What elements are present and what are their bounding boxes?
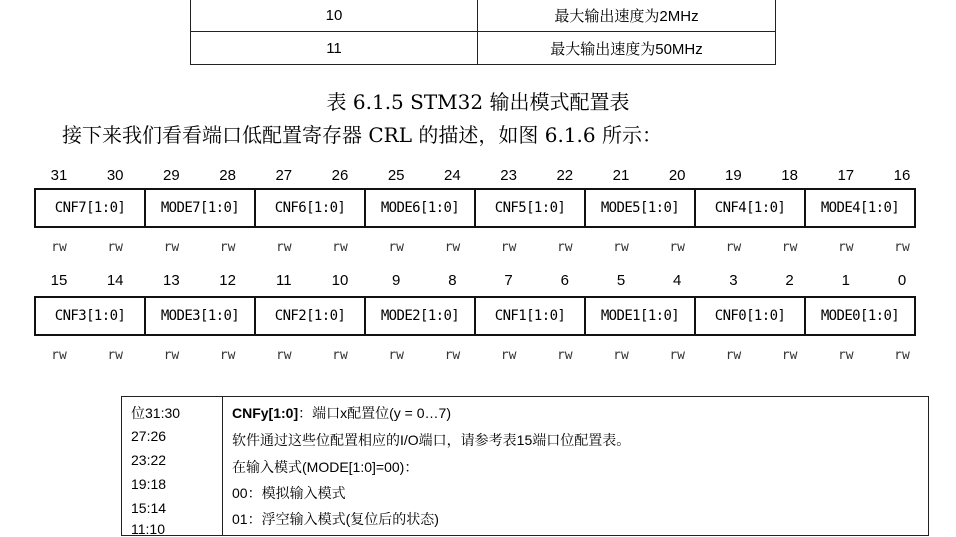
bit-number: 25: [387, 167, 405, 184]
access-type: rw: [894, 240, 910, 255]
field-name: CNFy[1:0]: [232, 405, 299, 421]
bit-number: 0: [897, 272, 907, 289]
bit-range: 27:26: [131, 428, 167, 444]
bit-number: 29: [163, 167, 180, 184]
bit-number: 5: [616, 272, 626, 289]
bit-number: 8: [448, 272, 457, 289]
access-type: rw: [275, 240, 292, 255]
access-type: rw: [332, 348, 348, 363]
access-type: rw: [444, 240, 461, 255]
bit-number: 9: [392, 272, 401, 289]
mode-desc-cell: 最大输出速度为2MHz: [478, 0, 776, 32]
access-type: rw: [107, 348, 124, 363]
bit-number: 30: [106, 167, 124, 184]
description-title: [232, 403, 451, 423]
register-field: MODE1[1:0]: [584, 296, 696, 336]
bit-range-column: [122, 397, 223, 535]
mode-code-cell: 10: [191, 0, 478, 32]
register-field: MODE0[1:0]: [804, 296, 916, 336]
access-type: rw: [51, 348, 67, 363]
bit-number: 24: [444, 167, 461, 184]
access-type: rw: [444, 348, 461, 363]
bit-number: 3: [729, 272, 738, 289]
register-field: CNF0[1:0]: [694, 296, 806, 336]
bit-number: 15: [50, 272, 68, 289]
description-line: 在输入模式(MODE[1:0]=00)：: [232, 459, 419, 475]
access-type: rw: [107, 240, 124, 255]
bit-number: 28: [219, 167, 236, 184]
access-type: rw: [163, 240, 180, 255]
bit-number: 31: [50, 167, 68, 184]
bit-range: 19:18: [131, 476, 167, 492]
register-field: CNF1[1:0]: [474, 296, 586, 336]
access-type: rw: [388, 240, 405, 255]
access-type: rw: [669, 348, 686, 363]
access-type: rw: [556, 240, 573, 255]
access-type: rw: [613, 240, 629, 255]
bit-number: 1: [841, 272, 850, 289]
access-type: rw: [613, 348, 629, 363]
access-type: rw: [163, 348, 180, 363]
access-type: rw: [51, 240, 67, 255]
bit-description-box: [121, 396, 929, 536]
access-type: rw: [669, 240, 686, 255]
bit-number: 18: [781, 167, 798, 184]
register-field: CNF7[1:0]: [34, 188, 146, 228]
bit-number: 20: [668, 167, 686, 184]
intro-paragraph: 接下来我们看看端口低配置寄存器 CRL 的描述，如图 6.1.6 所示：: [62, 123, 662, 147]
register-field: CNF3[1:0]: [34, 296, 146, 336]
access-type: rw: [725, 240, 742, 255]
description-line: 00：模拟输入模式: [232, 485, 346, 501]
bit-number: 13: [163, 272, 180, 289]
bit-number: 19: [725, 167, 742, 184]
register-upper-fields: [34, 188, 933, 228]
register-field: MODE5[1:0]: [584, 188, 696, 228]
register-field: MODE2[1:0]: [364, 296, 476, 336]
access-type: rw: [275, 348, 292, 363]
bit-range: 15:14: [131, 500, 167, 516]
bit-number: 7: [504, 272, 513, 289]
bit-number: 6: [560, 272, 569, 289]
access-type: rw: [500, 348, 517, 363]
bit-number: 21: [612, 167, 630, 184]
register-field: MODE4[1:0]: [804, 188, 916, 228]
access-type: rw: [332, 240, 348, 255]
access-type: rw: [219, 348, 236, 363]
mode-desc-cell: 最大输出速度为50MHz: [478, 32, 776, 65]
description-line: 01：浮空输入模式(复位后的状态): [232, 511, 439, 527]
register-field: CNF5[1:0]: [474, 188, 586, 228]
access-type: rw: [500, 240, 517, 255]
bit-number: 26: [331, 167, 349, 184]
output-mode-table: [190, 0, 776, 65]
description-line: 软件通过这些位配置相应的I/O端口，请参考表15端口位配置表。: [232, 432, 631, 448]
access-type: rw: [781, 348, 798, 363]
access-type: rw: [781, 240, 798, 255]
access-type: rw: [388, 348, 405, 363]
bit-number: 2: [785, 272, 794, 289]
bit-range: 位31:30: [131, 405, 181, 421]
bit-number: 17: [837, 167, 855, 184]
access-type: rw: [219, 240, 236, 255]
access-type: rw: [725, 348, 742, 363]
table-caption: 表 6.1.5 STM32 输出模式配置表: [326, 90, 630, 114]
access-type: rw: [556, 348, 573, 363]
bit-number: 4: [673, 272, 682, 289]
register-field: MODE6[1:0]: [364, 188, 476, 228]
bit-range: 23:22: [131, 452, 167, 468]
register-field: CNF6[1:0]: [254, 188, 366, 228]
table-row: [191, 0, 776, 32]
bit-number: 16: [893, 167, 911, 184]
bit-number: 10: [331, 272, 349, 289]
access-type: rw: [837, 240, 854, 255]
mode-code-cell: 11: [191, 32, 478, 65]
bit-number: 27: [275, 167, 293, 184]
register-field: MODE7[1:0]: [144, 188, 256, 228]
bit-number: 11: [276, 272, 292, 289]
register-field: CNF4[1:0]: [694, 188, 806, 228]
table-row: [191, 32, 776, 65]
bit-number: 22: [556, 167, 574, 184]
register-field: CNF2[1:0]: [254, 296, 366, 336]
register-lower-fields: [34, 296, 933, 336]
bit-number: 14: [106, 272, 124, 289]
access-type: rw: [894, 348, 910, 363]
bit-number: 12: [219, 272, 236, 289]
register-field: MODE3[1:0]: [144, 296, 256, 336]
bit-number: 23: [500, 167, 517, 184]
access-type: rw: [837, 348, 854, 363]
field-title: ：端口x配置位(y = 0…7): [298, 405, 451, 421]
bit-range: 11:10: [131, 521, 165, 537]
